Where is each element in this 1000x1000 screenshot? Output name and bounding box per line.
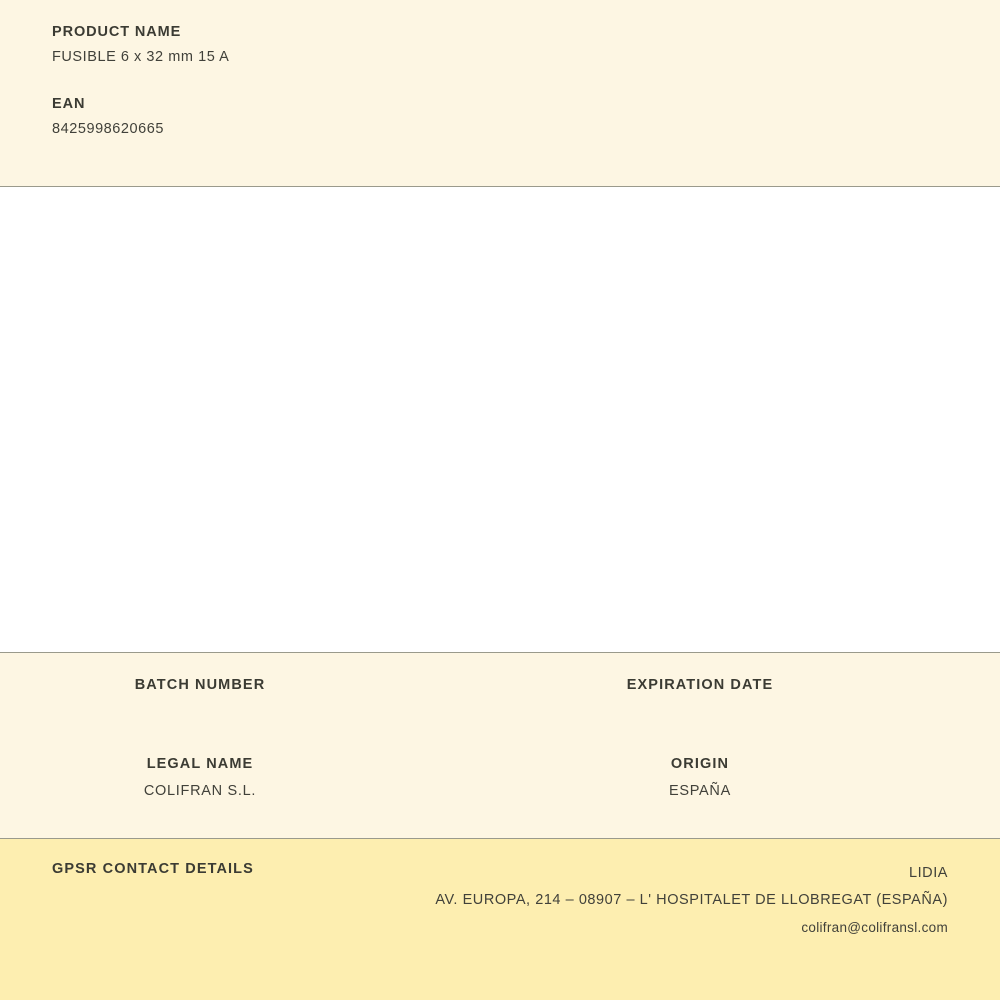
origin-value: ESPAÑA bbox=[669, 783, 731, 799]
legal-origin-row bbox=[0, 704, 1000, 799]
ean-value: 8425998620665 bbox=[52, 121, 164, 137]
ean-label: EAN bbox=[52, 96, 86, 112]
legal-name-value: COLIFRAN S.L. bbox=[143, 783, 257, 799]
batch-number-label: BATCH NUMBER bbox=[134, 677, 266, 693]
batch-expiration-row bbox=[0, 653, 1000, 704]
expiration-date-label: EXPIRATION DATE bbox=[626, 677, 774, 693]
batch-number-cell bbox=[0, 677, 500, 704]
product-info-section bbox=[0, 0, 1000, 187]
contact-email: colifran@colifransl.com bbox=[801, 920, 948, 935]
product-name-label: PRODUCT NAME bbox=[52, 24, 182, 40]
expiration-date-cell bbox=[500, 677, 1000, 704]
ean-field bbox=[0, 96, 1000, 137]
batch-legal-section bbox=[0, 653, 1000, 839]
contact-address: AV. EUROPA, 214 – 08907 – L' HOSPITALET DE LLOBREGAT (ESPAÑA) bbox=[435, 892, 948, 908]
gpsr-contact-details bbox=[435, 860, 948, 941]
gpsr-contact-section bbox=[0, 839, 1000, 1000]
product-name-field bbox=[0, 24, 1000, 65]
blank-image-area bbox=[0, 187, 1000, 653]
gpsr-contact-label: GPSR CONTACT DETAILS bbox=[52, 861, 254, 877]
legal-name-label: LEGAL NAME bbox=[146, 756, 254, 772]
contact-name: LIDIA bbox=[908, 865, 948, 881]
legal-name-cell bbox=[0, 756, 500, 799]
origin-cell bbox=[500, 756, 1000, 799]
origin-label: ORIGIN bbox=[670, 756, 730, 772]
product-name-value: FUSIBLE 6 x 32 mm 15 A bbox=[52, 49, 230, 65]
spacer bbox=[0, 65, 1000, 96]
